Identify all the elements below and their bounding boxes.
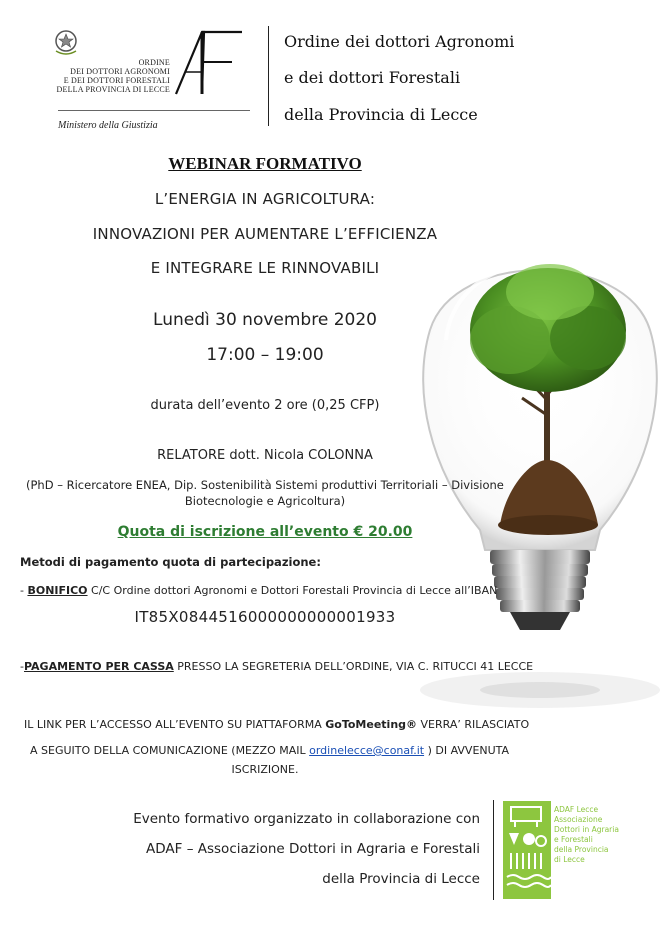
access-line-2b: ) DI AVVENUTA [424,744,510,757]
access-line-3: ISCRIZIONE. [231,763,299,776]
email-link[interactable]: ordinelecce@conaf.it [309,744,425,757]
access-line-1a: IL LINK PER L’ACCESSO ALL’EVENTO SU PIATTAFORMA [24,718,326,731]
adaf-line-2: Associazione [554,815,603,824]
bonifico-line [20,584,497,597]
event-time: 17:00 – 19:00 [206,345,324,365]
lightbulb-tree-illustration [410,220,670,720]
cassa-line [20,660,533,673]
af-logo [172,28,244,98]
italian-republic-emblem [52,26,80,58]
footer-vertical-divider [493,800,494,900]
org-name-line-2: e dei dottori Forestali [284,68,461,87]
org-name-line-1: Ordine dei dottori Agronomi [284,32,515,51]
org-small-line-1: ORDINE [138,58,170,67]
access-line-1b: VERRA’ RILASCIATO [417,718,530,731]
payment-methods-heading: Metodi di pagamento quota di partecipazione: [20,555,321,569]
speaker-name: RELATORE dott. Nicola COLONNA [157,448,373,463]
footer-line-2: ADAF – Associazione Dottori in Agraria e Forestali [146,841,480,857]
iban-code: IT85X0844516000000000001933 [134,608,396,626]
access-line-1 [24,718,529,731]
cassa-keyword: PAGAMENTO PER CASSA [23,660,174,673]
speaker-desc-line-2: Biotecnologie e Agricoltura) [184,494,346,508]
adaf-line-3: Dottori in Agraria [554,825,619,834]
access-line-2a: A SEGUITO DELLA COMUNICAZIONE (MEZZO MAIL [30,744,310,757]
cassa-text: PRESSO LA SEGRETERIA DELL’ORDINE, VIA C. RITUCCI 41 LECCE [173,660,534,673]
header-divider [58,110,250,111]
adaf-line-5: della Provincia [554,845,609,854]
adaf-line-1: ADAF Lecce [554,805,599,814]
cassa-prefix: - [20,660,24,673]
event-duration: durata dell’evento 2 ore (0,25 CFP) [150,398,380,413]
adaf-logo [503,801,551,899]
bonifico-prefix: - [20,584,28,597]
org-small-line-3: E DEI DOTTORI FORESTALI [63,76,170,85]
adaf-logo-text [554,805,634,865]
adaf-line-4: e Forestali [554,835,593,844]
access-line-2 [30,744,509,757]
bonifico-keyword: BONIFICO [27,584,88,597]
event-date: Lunedì 30 novembre 2020 [153,310,377,330]
webinar-title: WEBINAR FORMATIVO [168,154,362,173]
ministry-label: Ministero della Giustizia [58,120,158,131]
bonifico-text: C/C Ordine dottori Agronomi e Dottori Forestali Provincia di Lecce all’IBAN [87,584,498,597]
gotomeeting-label: GoToMeeting® [325,718,418,731]
footer-line-3: della Provincia di Lecce [322,871,480,887]
topic-line-2: INNOVAZIONI PER AUMENTARE L’EFFICIENZA [92,225,438,243]
speaker-desc-line-1: (PhD – Ricercatore ENEA, Dip. Sostenibilità Sistemi produttivi Territoriali – Divisione [26,478,504,492]
org-name-line-3: della Provincia di Lecce [284,105,478,124]
topic-line-3: E INTEGRARE LE RINNOVABILI [150,259,380,277]
adaf-line-6: di Lecce [554,855,585,864]
topic-line-1: L’ENERGIA IN AGRICOLTURA: [154,190,376,208]
header-vertical-divider [268,26,269,126]
footer-line-1: Evento formativo organizzato in collaborazione con [133,811,480,827]
org-small-line-2: DEI DOTTORI AGRONOMI [70,67,170,76]
registration-fee: Quota di iscrizione all’evento € 20.00 [117,524,413,540]
org-small-line-4: DELLA PROVINCIA DI LECCE [56,85,170,94]
